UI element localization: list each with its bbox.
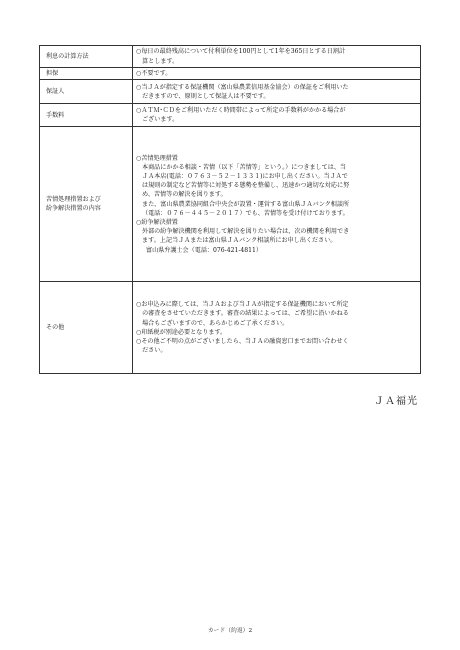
content-line: ○不要です。 [136, 70, 172, 77]
row-label-interest: 利息の計算方法 [40, 46, 133, 68]
table-row-complaints [40, 127, 421, 282]
content-line: ○ＡＴＭ･ＣＤをご利用いただく時間帯によって所定の手数料がかかる場合が [136, 107, 346, 114]
contact-line: 富山県弁護士会（電話：076-421-4811） [146, 246, 263, 254]
row-label-line: 紛争解決措置の内容 [46, 205, 101, 213]
content-line: 場合もございますので、あらかじめご了承ください。 [136, 319, 289, 327]
content-line: ださい。 [136, 347, 167, 355]
row-content-complaints [133, 127, 421, 282]
table-row-interest [40, 46, 421, 68]
row-content-interest [133, 46, 421, 68]
content-line: また、富山県農業協同組合中央会が設置・運営する富山県ＪＡバンク相談所 [142, 200, 350, 208]
row-label-complaints [40, 127, 133, 282]
section-heading: ○苦情処理措置 [136, 154, 178, 162]
table-row-fees [40, 104, 421, 127]
row-label-line: 苦情処理措置および [46, 196, 101, 203]
row-label-guarantor: 保証人 [40, 80, 133, 104]
content-line: ○その他ご不明の点がございましたら、当ＪＡの融資窓口までお問い合わせく [136, 337, 349, 345]
table-row-collateral [40, 68, 421, 80]
section-heading: ○紛争解決措置 [136, 219, 178, 226]
content-line: ＪＡ本店(電話：０７６３－５２－１３３１)にお申し出ください。当ＪＡで [142, 172, 348, 180]
row-label-other: その他 [40, 282, 133, 374]
content-line: は規則の制定など苦情等に対処する態勢を整備し、迅速かつ適切な対応に努 [142, 182, 350, 190]
content-line: ○当ＪＡが指定する保証機関（富山県農業信用基金協会）の保証をご利用いた [136, 83, 349, 91]
page-footer: カード（約返）2 [207, 628, 253, 634]
row-content-guarantor [133, 80, 421, 104]
row-label-collateral: 担保 [40, 68, 133, 80]
content-line: ○お申込みに際しては、当ＪＡおよび当ＪＡが指定する保証機関において所定 [136, 301, 349, 309]
content-line: ○毎日の最終残高について付利単位を100円として1年を365日とする日割計 [136, 48, 346, 56]
terms-table [39, 45, 421, 374]
row-content-other [133, 282, 421, 374]
content-line: ございます。 [136, 116, 179, 124]
content-line: ます。上記当ＪＡまたは富山県ＪＡバンク相談所にお申し出ください。 [142, 237, 337, 245]
table-row-other [40, 282, 421, 374]
row-content-collateral [133, 68, 421, 80]
row-label-fees: 手数料 [40, 104, 133, 127]
content-line: 外部の紛争解決機関を利用して解決を図りたい場合は、次の機関を利用でき [142, 228, 350, 236]
table-row-guarantor [40, 80, 421, 104]
content-line: 算とします。 [136, 57, 179, 65]
row-content-fees [133, 104, 421, 127]
content-line: め、苦情等の解決を図ります。 [142, 191, 227, 199]
content-line: 本商品にかかる相談・苦情（以下「苦情等」という。）につきましては、当 [142, 163, 347, 171]
content-line: ○印紙税が別途必要となります。 [136, 328, 227, 336]
content-line: の審査をさせていただきます。審査の結果によっては、ご希望に沿いかねる [136, 310, 349, 318]
content-line: （電話：０７６－４４５－２０１７）でも、苦情等を受け付けております。 [142, 209, 349, 217]
organization-name: ＪＡ福光 [374, 396, 418, 407]
content-line: だきますので、原則として保証人は不要です。 [136, 92, 270, 100]
